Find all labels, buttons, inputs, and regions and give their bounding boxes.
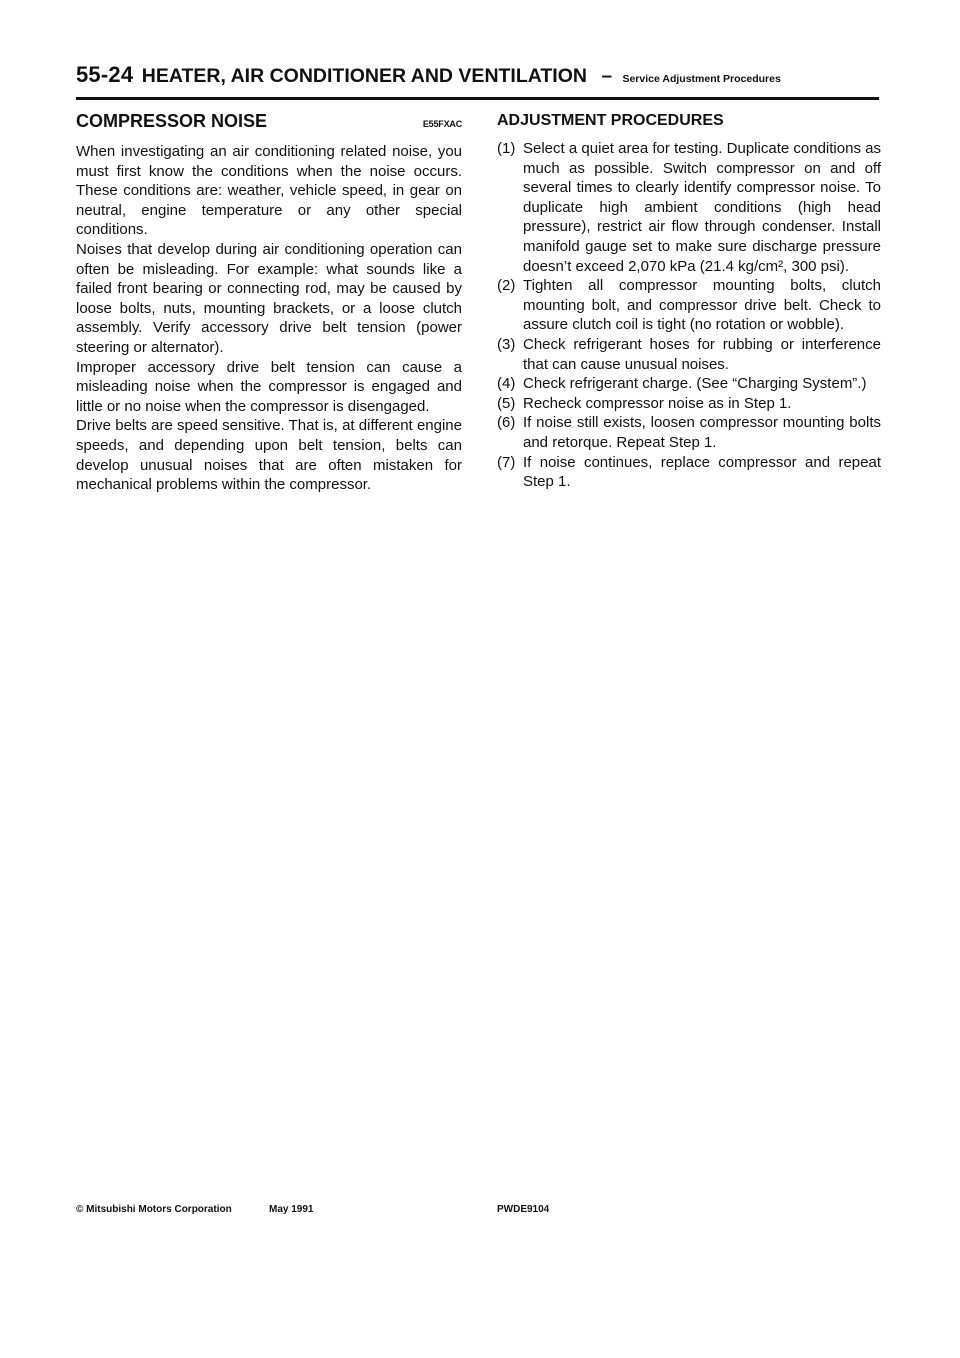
adjustment-procedures-heading <box>497 110 881 132</box>
step-number: (2) <box>497 277 516 295</box>
section-title: COMPRESSOR NOISE <box>76 111 268 131</box>
paragraph: Drive belts are speed sensitive. That is, at different engine speeds, and depending upon belt tension, belts can develop unusual noises that are often mistaken for mechanical problems within the compressor. <box>76 417 462 494</box>
page-header <box>76 62 878 88</box>
section-subtitle: Service Adjustment Procedures <box>622 73 781 85</box>
step-number: (1) <box>497 140 516 157</box>
footer-copyright: © Mitsubishi Motors Corporation <box>76 1204 232 1215</box>
step-number: (6) <box>497 414 516 432</box>
procedure-step <box>497 394 881 414</box>
step-number: (7) <box>497 453 516 471</box>
step-text: Check refrigerant charge. (See “Charging System”.) <box>523 375 867 393</box>
paragraph: When investigating an air conditioning related noise, you must first know the conditions when the noise occurs. These conditions are: weather, vehicle speed, in gear on neutral, engine temperature or any other special conditions. <box>76 143 462 239</box>
paragraph: Noises that develop during air conditioning operation can often be misleading. For example: what sounds like a failed front bearing or connecting rod, may be caused by loose bolts, nuts, mounting brackets, or a loose clutch assembly. Verify accessory drive belt tension (power steering or alternator). <box>76 240 462 356</box>
compressor-noise-heading <box>76 110 462 135</box>
right-column <box>497 110 881 492</box>
step-text: Tighten all compressor mounting bolts, clutch mounting bolt, and compressor drive belt. Check to assure clutch coil is tight (no rotation or wobble). <box>523 277 881 334</box>
footer-date: May 1991 <box>269 1204 314 1215</box>
footer-document-code: PWDE9104 <box>497 1204 550 1215</box>
step-number: (3) <box>497 335 516 353</box>
procedure-step <box>497 335 881 374</box>
procedure-step <box>497 276 881 335</box>
chapter-title: HEATER, AIR CONDITIONER AND VENTILATION <box>141 65 587 87</box>
procedure-step <box>497 374 881 394</box>
step-text: Recheck compressor noise as in Step 1. <box>523 394 792 412</box>
page-number: 55-24 <box>76 62 134 87</box>
step-number: (5) <box>497 394 516 412</box>
step-number: (4) <box>497 375 516 393</box>
section-code: E55FXAC <box>422 119 462 129</box>
header-rule <box>76 97 879 100</box>
procedure-step <box>497 139 881 276</box>
step-text: Check refrigerant hoses for rubbing or interference that can cause unusual noises. <box>523 335 881 373</box>
step-text: If noise still exists, loosen compressor mounting bolts and retorque. Repeat Step 1. <box>523 414 881 451</box>
step-text: If noise continues, replace compressor and repeat Step 1. <box>523 453 881 491</box>
section-title: ADJUSTMENT PROCEDURES <box>497 112 724 129</box>
procedure-step <box>497 453 881 492</box>
header-dash: – <box>601 66 613 87</box>
procedure-steps <box>497 139 881 492</box>
procedure-step <box>497 413 881 452</box>
left-column <box>76 110 462 495</box>
step-text: Select a quiet area for testing. Duplicate conditions as much as possible. Switch compressor on and off several times to clearly identify compressor noise. To duplicate high ambient conditions (high head pressure), restrict air flow through condenser. Install manifold gauge set to make sure discharge pressure doesn’t exceed 2,070 kPa (21.4 kg/cm², 300 psi). <box>523 140 881 275</box>
paragraph: Improper accessory drive belt tension can cause a misleading noise when the compressor is engaged and little or no noise when the compressor is disengaged. <box>76 358 462 415</box>
